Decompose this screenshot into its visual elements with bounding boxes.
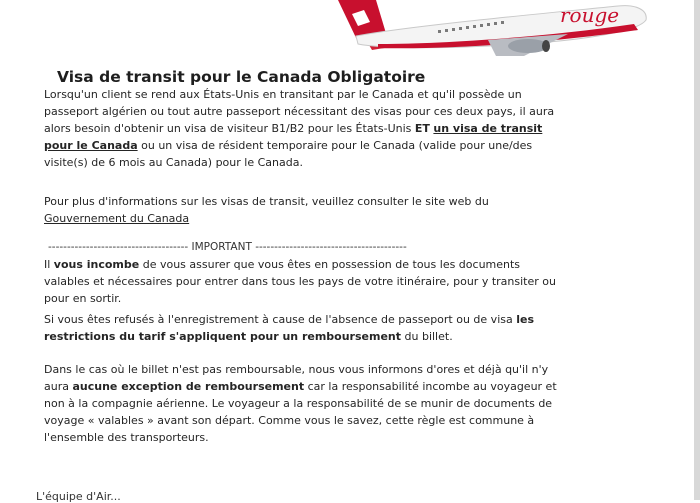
plane-brand-text: rouge [560,3,620,27]
paragraph-responsibility: Il vous incombe de vous assurer que vous êtes en possession de tous les documents valables et nécessaires pour entrer dans tous les pays de votre itinéraire, pour y transiter ou pour en sortir. [44,258,556,305]
airplane-image [318,0,648,56]
signature-line: L'équipe d'Air... [36,490,121,503]
document-title: Visa de transit pour le Canada Obligatoire [57,68,426,86]
paragraph-transit-requirement: Lorsqu'un client se rend aux États-Unis en transitant par le Canada et qu'il possède un passeport algérien ou tout autre passeport nécessitant des visas pour ces deux pays, il aura alors besoin d'obtenir un visa de visiteur B1/B2 pour les États-Unis ET un visa de transit pour le Canada ou un visa de résident temporaire pour le Canada (valide pour une/des visite(s) de 6 mois au Canada) pour le Canada. [44,88,555,169]
transit-visa-link[interactable]: un visa de transit pour le Canada [44,122,543,152]
scan-edge [694,0,700,500]
paragraph-refusal: Si vous êtes refusés à l'enregistrement à cause de l'absence de passeport ou de visa les restrictions du tarif s'appliquent pour un remboursement du billet. [44,313,534,343]
paragraph-more-info: Pour plus d'informations sur les visas de transit, veuillez consulter le site web du Gouvernement du Canada [44,195,489,225]
important-divider: ------------------------------------- IMPORTANT ---------------------------------------- [48,241,407,253]
government-canada-link[interactable]: Gouvernement du Canada [44,212,190,225]
paragraph-non-refundable: Dans le cas où le billet n'est pas remboursable, nous vous informons d'ores et déjà qu'il n'y aura aucune exception de remboursement car la responsabilité incombe au voyageur et non à la compagnie aérienne. Le voyageur a la responsabilité de se munir de documents de voyage « valables » avant son départ. Comme vous le savez, cette règle est commune à l'ensemble des transporteurs. [44,363,557,444]
